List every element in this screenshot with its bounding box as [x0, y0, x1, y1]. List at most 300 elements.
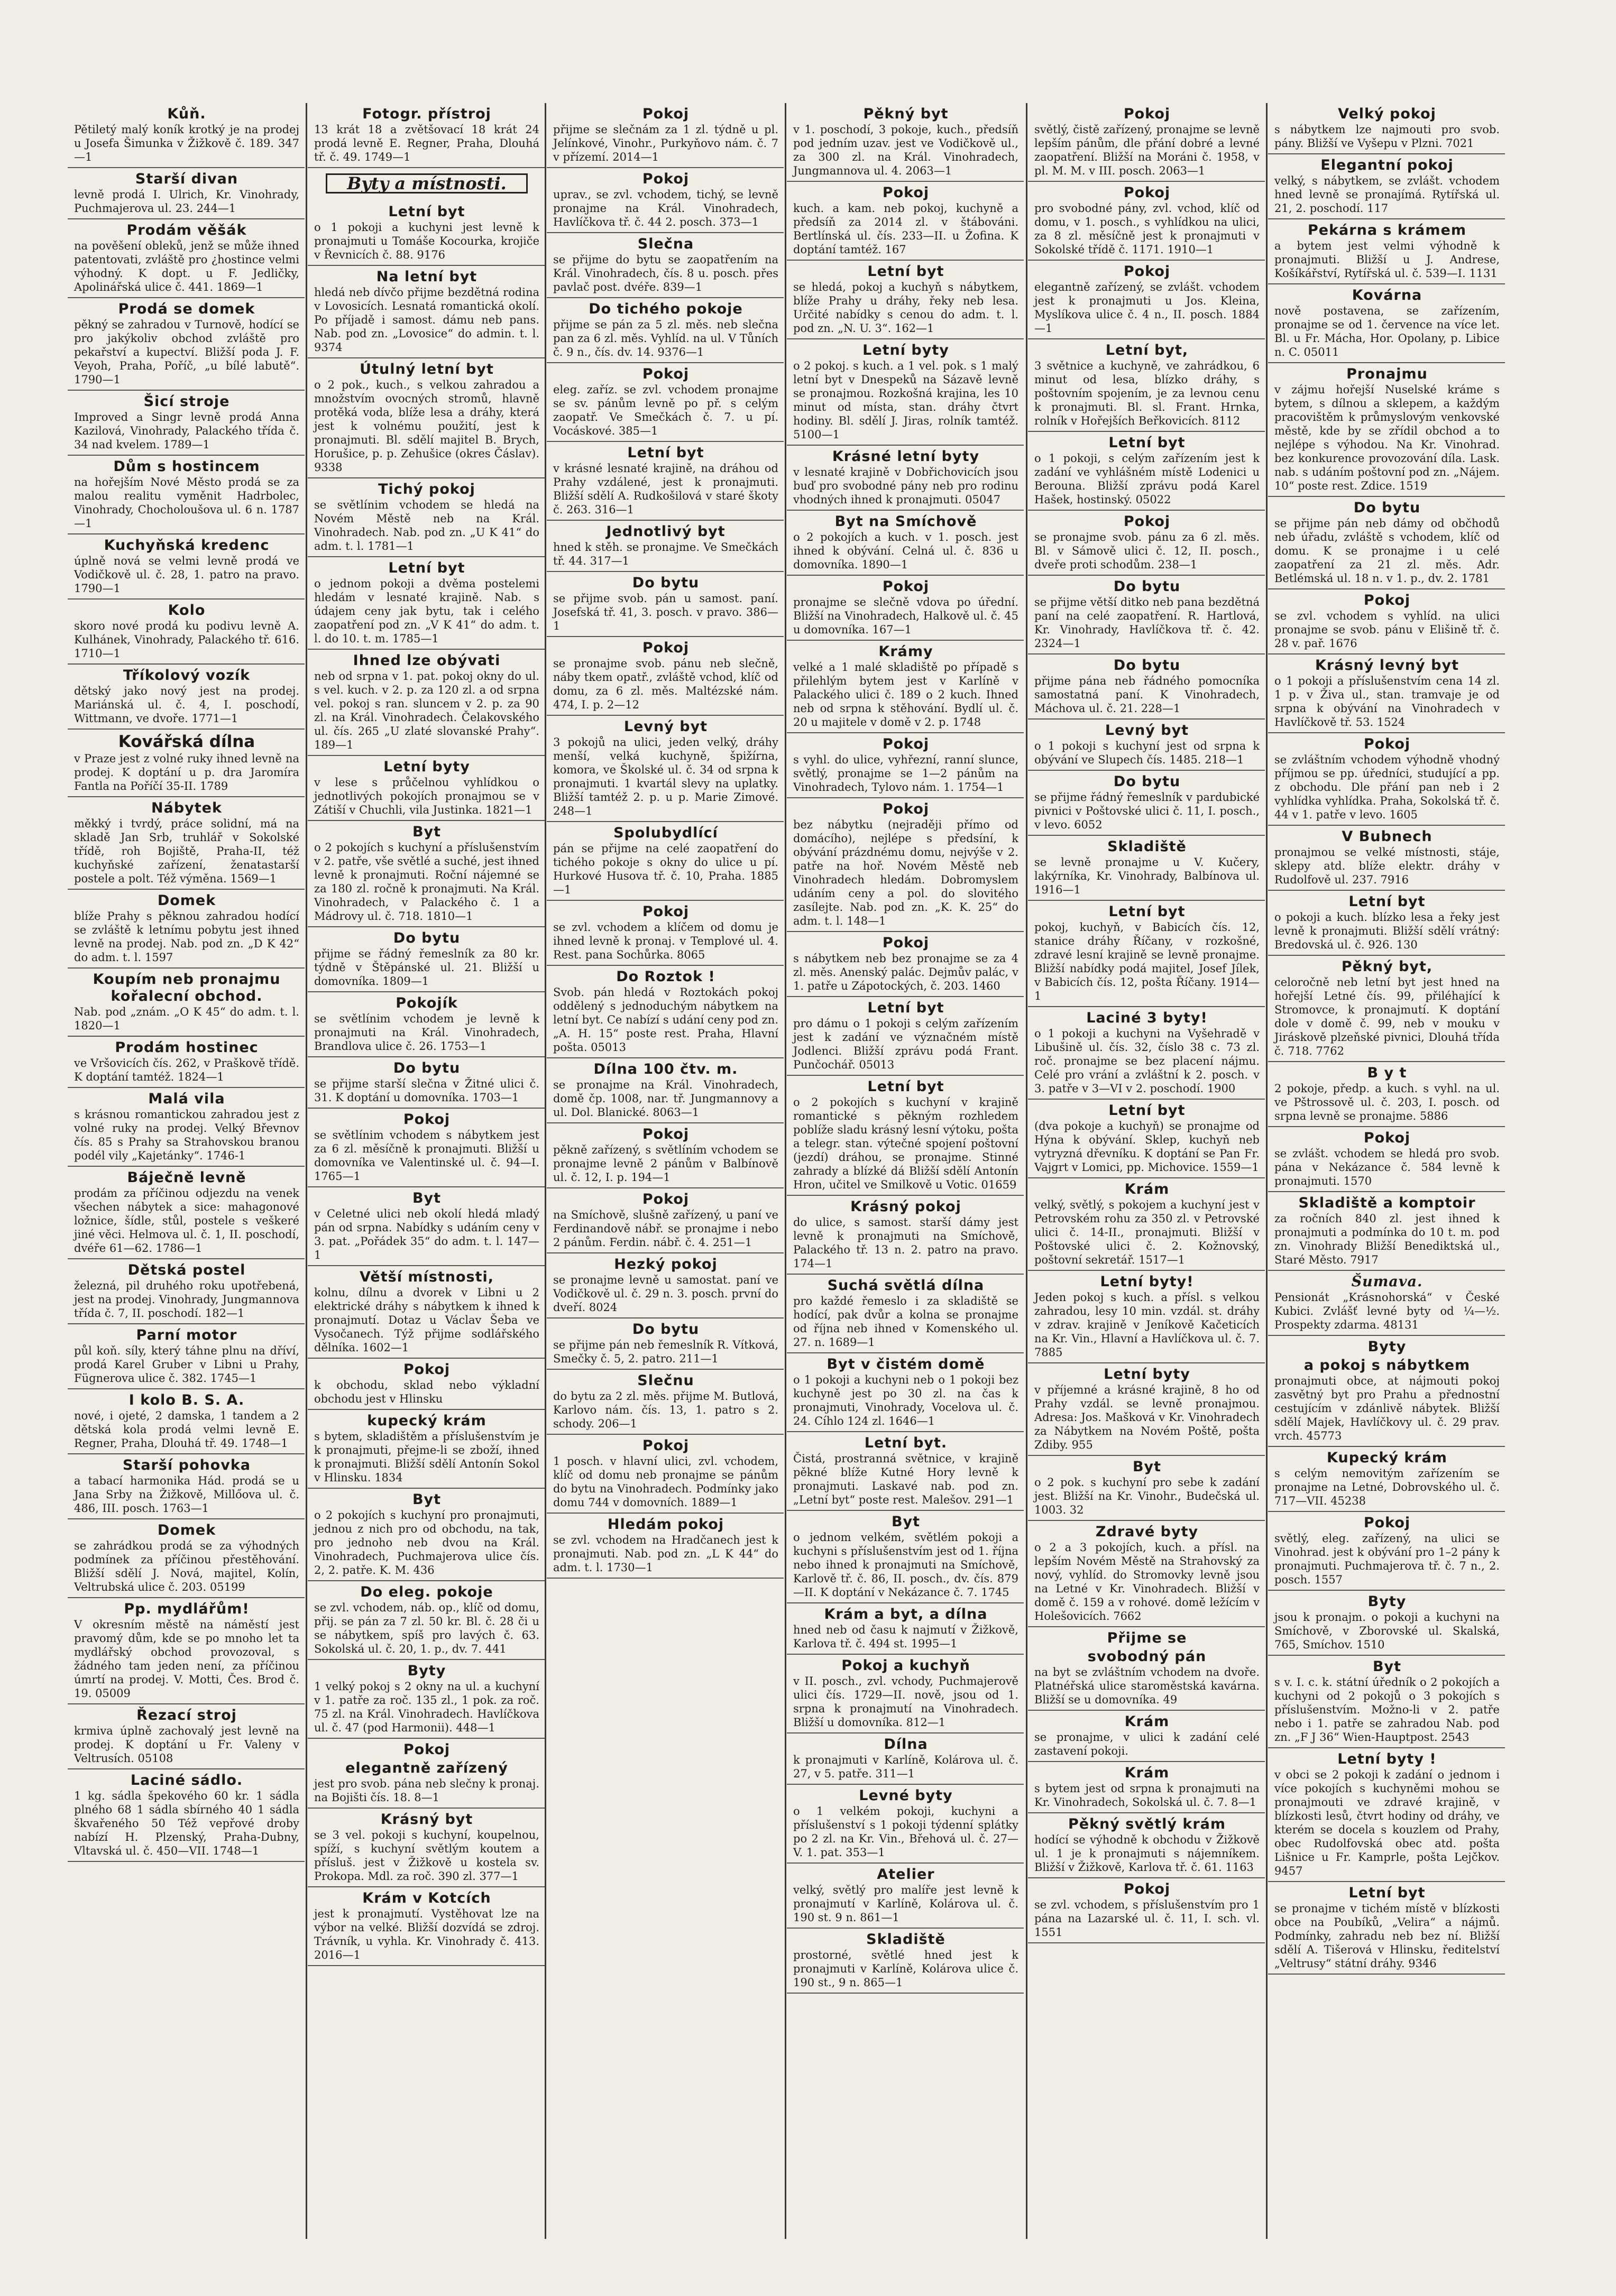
ad-column-5: [1028, 103, 1265, 2239]
ad-text: prodám za příčinou odjezdu na venek všechen nábytek a sice: mahagonové ložnice, šídle, stůl, postele s veškeré jiné věci. Helmova ul. č. 1, II. poschodí, dvéře 61—62. 1786—1: [74, 1187, 299, 1255]
ad-text: s bytem, skladištěm a příslušenstvím je k pronajmuti, přejme-li se zboží, ihned k pronajmuti. Bližší sdělí Antonín Sokol v Hlinsku. 1834: [314, 1430, 539, 1484]
column-rule: [306, 103, 307, 2239]
ad-text: 1 posch. v hlavní ulici, zvl. vchodem, klíč od domu neb pronajme se pánům do bytu na Vinohradech. Podmínky jako domu 744 v domovních. 1889—1: [553, 1455, 778, 1509]
classified-ad: [68, 665, 305, 730]
ad-text: se pronajme levně u samostat. paní ve Vodičkově ul. č. 29 n. 3. posch. první do dveří. 8024: [553, 1274, 778, 1314]
ad-text: Pětiletý malý koník krotký je na prodej u Josefa Šimunka v Žižkově č. 189. 347—1: [74, 123, 299, 163]
ad-heading: Letní byt: [867, 1078, 944, 1095]
ad-heading: Parní motor: [136, 1327, 237, 1343]
ad-text: do bytu za 2 zl. měs. přijme M. Butlová, Karlovo nám. čís. 13, 1. patro s 2. schody. 206—1: [553, 1390, 778, 1430]
classified-ad: [787, 1929, 1024, 1994]
ad-heading: Skladiště: [866, 1931, 945, 1948]
ad-text: jest k pronajmutí. Vystěhovat lze na výbor na velké. Bližší dozvídá se zdroj. Trávník, u vyhla. Kr. Vinohrady č. 413. 2016—1: [314, 1907, 539, 1961]
classified-ad: [68, 600, 305, 665]
ad-text: blíže Prahy s pěknou zahradou hodící se zvláště k letnímu pobytu jest ihned levně na prodej. Nab. pod zn. „D K 42“ do adm. t. l. 1597: [74, 910, 299, 964]
ad-text: v Celetné ulici neb okolí hledá mladý pán od srpna. Nabídky s udáním ceny v 3. pat. „Pořádek 35“ do adm. t. l. 147—1: [314, 1207, 539, 1261]
ad-text: nové, i ojeté, 2 damska, 1 tandem a 2 dětská kola prodá velmi levně E. Regner, Praha, Dlouhá tř. 49. 1748—1: [74, 1409, 299, 1450]
ad-heading: Letní byt: [867, 1000, 944, 1016]
ad-heading: Byt: [412, 1491, 442, 1508]
ad-text: s bytem jest od srpna k pronajmuti na Kr. Vinohradech, Sokolská ul. č. 7. 8—1: [1034, 1782, 1260, 1809]
ad-text: levně prodá I. Ulrich, Kr. Vinohrady, Puchmajerova ul. 23. 244—1: [74, 188, 299, 215]
ad-text: k obchodu, sklad nebo výkladní obchodu jest v Hlinsku: [314, 1379, 539, 1405]
ad-heading: Kupecký krám: [1327, 1450, 1447, 1466]
ad-heading: Byty: [1367, 1593, 1407, 1610]
ad-text: měkký i tvrdý, práce solidní, má na skladě Jan Srb, truhlář v Sokolské třídě, roh Bojiště, Praha-II, též kuchyňské zařízení, ženatastarší postele a polt. Též výměna. 1569—1: [74, 817, 299, 885]
ad-heading: Krásný byt: [380, 1811, 473, 1828]
ad-text: se hledá, pokoj a kuchyň s nábytkem, blíže Prahy u dráhy, řeky neb lesa. Určité nabídky s cenou do adm. t. l. pod zn. „N. U. 3“. 162—1: [793, 281, 1018, 335]
ad-heading: Pěkný byt,: [1341, 958, 1433, 975]
ad-text: o jednom velkém, světlém pokoji a kuchyni s příslušenstvím jest od 1. října nebo ihned k pronajmuti na Smíchově, Karlově tř. č. 86, II. posch., dv. čís. 879—II. K doptání v Nekázance č. 7. 1745: [793, 1531, 1018, 1599]
ad-text: o 2 pokoj. s kuch. a 1 vel. pok. s 1 malý letní byt v Dnespeků na Sázavě levně se pronajmou. Rozkošná krajina, les 10 minut od místa, stan. dráhy čtvrt hodiny. Bl. sdělí J. Jiras, rolník tamtéž. 5100—1: [793, 359, 1018, 441]
ad-heading: Šumava.: [1351, 1274, 1423, 1290]
classified-ad: [1268, 654, 1505, 733]
ad-text: se pronajme svob. pánu za 6 zl. měs. Bl. v Sámově ulici č. 12, II. posch., dveře proti schodům. 238—1: [1034, 531, 1260, 571]
classified-ad: [1028, 1100, 1265, 1178]
ad-heading: Laciné sádlo.: [130, 1772, 243, 1788]
ad-text: o 2 pokojích s kuchyní v krajině romantické s pěkným rozhledem poblíže sladu krásný lesní výtoku, pošta a telegr. stan. výtečné spojení poštovní (jezdí) dráhou, se pronajme. Stinné zahrady a blízké dá Bližší sdělí Antonín Hron, učitel ve Smilkově u Votic. 01659: [793, 1096, 1018, 1191]
ad-text: se zvl. vchodem, náb. op., klíč od domu, přij. se pán za 7 zl. 50 kr. Bl. č. 28 či u se nábytkem, spíš pro lavých č. 63. Sokolská ul. č. 20, 1. p., dv. 7. 441: [314, 1601, 539, 1655]
ad-subheading: a pokoj s nábytkem: [1303, 1357, 1471, 1373]
ad-heading: Pokoj: [642, 1126, 690, 1142]
ad-text: kuch. a kam. neb pokoj, kuchyně a předsíň za 2014 zl. v štábováni. Bertlínská ul. čís. 233—II. u Žofina. K doptání tamtéž. 167: [793, 202, 1018, 256]
ad-text: v Praze jest z volné ruky ihned levně na prodej. K doptání u p. dra Jaromíra Fantla na Poříčí 35-II. 1789: [74, 752, 299, 792]
ad-heading: Kolo: [168, 602, 206, 619]
ad-heading: Letní byt: [388, 560, 465, 576]
ad-heading: Do bytu: [1353, 500, 1421, 516]
ad-subheading: svobodný pán: [1087, 1648, 1207, 1665]
classified-ad: [308, 1581, 545, 1660]
ad-text: se levně pronajme u V. Kučery, lakýrníka, Kr. Vinohrady, Balbínova ul. 1916—1: [1034, 856, 1260, 896]
ad-text: půl koň. síly, který táhne plnu na dříví, prodá Karel Gruber v Libni u Prahy, Fügnerova ulice č. 382. 1745—1: [74, 1344, 299, 1385]
ad-heading: Letní byt: [1108, 435, 1186, 451]
classified-ad: [547, 168, 784, 233]
ad-heading: Dílna: [884, 1736, 928, 1753]
ad-heading: Pp. mydlářům!: [124, 1601, 250, 1617]
ad-heading: Pokoj: [882, 801, 930, 817]
ad-heading: Koupím neb pronajmu kořalecní obchod.: [93, 971, 281, 1004]
ad-text: nově postavena, se zařízením, pronajme se od 1. července na více let. Bl. u Fr. Mácha, Hor. Opolany, p. Libice n. C. 05011: [1274, 305, 1500, 358]
ad-text: skoro nové prodá ku podivu levně A. Kulhánek, Vinohrady, Palackého tř. 616. 1710—1: [74, 620, 299, 660]
classified-ad: [787, 339, 1024, 446]
ad-text: úplně nová se velmi levně prodá ve Vodičkově ul. č. 28, 1. patro na pravo. 1790—1: [74, 555, 299, 595]
ad-heading: Kuchyňská kredenc: [104, 537, 270, 554]
classified-ad: [68, 730, 305, 797]
ad-heading: Byty: [1367, 1339, 1407, 1355]
ad-text: hledá neb dívčo přijme bezdětná rodina v Lovosicích. Lesnatá romantická okolí. Po příjadě i samost. dámu neb pans. Nab. pod zn. „Lovosice“ do admin. t. l. 9374: [314, 286, 539, 354]
ad-heading: Krám a byt, a dílna: [824, 1606, 988, 1622]
ad-text: a tabací harmonika Hád. prodá se u Jana Srby na Žižkově, Millőova ul. č. 486, III. posch. 1763—1: [74, 1474, 299, 1515]
classified-ad: [1028, 1271, 1265, 1363]
ad-heading: Hezký pokoj: [614, 1256, 718, 1273]
classified-ad: [68, 103, 305, 168]
ad-heading: B y t: [1367, 1065, 1407, 1081]
ad-heading: I kolo B. S. A.: [128, 1392, 245, 1408]
ad-text: ve Vršovicích čís. 262, v Praškově třídě. K doptání tamtéž. 1824—1: [74, 1057, 299, 1083]
classified-ad: [787, 1864, 1024, 1929]
classified-ad: [1268, 219, 1505, 284]
ad-heading: Do tichého pokoje: [589, 301, 743, 317]
ad-heading: Kovářská dílna: [118, 732, 255, 751]
ad-text: na Smíchově, slušně zařízený, u paní ve Ferdinandově nábř. se pronajme i nebo 2 pánům. Ferdin. nábř. č. 4. 251—1: [553, 1209, 778, 1249]
ad-heading: Pokoj: [1123, 106, 1171, 122]
classified-ad: [308, 1739, 545, 1809]
classified-ad: [787, 1511, 1024, 1603]
ad-heading: Pokoj: [1123, 1881, 1171, 1897]
classified-ad: [547, 1188, 784, 1253]
ad-heading: Malá vila: [148, 1091, 225, 1107]
ad-text: v 1. poschodí, 3 pokoje, kuch., předsíň pod jedním uzav. jest ve Vodičkově ul., za 300 zl. na Král. Vinohradech, Jungmannova ul. 4. 2063—1: [793, 123, 1018, 177]
ad-heading: Krásný pokoj: [850, 1198, 961, 1215]
classified-ad: [787, 641, 1024, 733]
classified-ad: [1028, 1762, 1265, 1813]
classified-ad: [68, 298, 305, 391]
ad-heading: Letní byt: [388, 204, 465, 220]
ad-column-6: [1268, 103, 1505, 2239]
classified-ad: [68, 456, 305, 534]
ad-heading: Slečna: [637, 236, 694, 252]
ad-text: se 3 vel. pokoji s kuchyní, koupelnou, spíží, s kuchyní světlým koutem a přísluš. jest v Žižkově u kostela sv. Prokopa. Mdl. za roč. 390 zl. 377—1: [314, 1829, 539, 1883]
ad-heading: kupecký krám: [367, 1413, 486, 1429]
ad-text: přijme se pán za 5 zl. měs. neb slečna pan za 6 zl. měs. Vyhlíd. na ul. V Tůních č. 9 n., čís. dv. 14. 9376—1: [553, 318, 778, 358]
ad-text: se přijme svob. pán u samost. paní. Josefská tř. 41, 3. posch. v pravo. 386—1: [553, 592, 778, 632]
ad-text: železná, pil druhého roku upotřebená, jest na prodej. Vinohrady, Jungmannova třída č. 7, II. poschodí. 182—1: [74, 1279, 299, 1320]
ad-text: v příjemné a krásné krajině, 8 ho od Prahy vzdál. se levně pronajmou. Adresa: Jos. Mašková v Kr. Vinohradech za Nábytkem na Novém Poště, pošta Zdiby. 955: [1034, 1384, 1260, 1451]
ad-text: se zvl. vchodem, s příslušenstvím pro 1 pána na Lazarské ul. č. 11, I. sch. vl. 1551: [1034, 1898, 1260, 1939]
classified-ad: [1028, 720, 1265, 771]
section-heading: Byty a místnosti.: [326, 173, 528, 193]
classified-ad: [308, 1057, 545, 1109]
ad-heading: Do bytu: [1113, 657, 1181, 674]
ad-heading: Byt: [891, 1514, 921, 1530]
classified-ad: [787, 1076, 1024, 1196]
ad-text: s krásnou romantickou zahradou jest z volné ruky na prodej. Velký Břevnov čís. 85 s Prahy sa Strahovskou branou podél vily „Kajetánky“. 1746-1: [74, 1108, 299, 1162]
classified-ad: [787, 1353, 1024, 1432]
ad-heading: Krám v Kotcích: [362, 1890, 491, 1906]
ad-column-2: [308, 103, 545, 2239]
ad-text: o 2 a 3 pokojích, kuch. a přísl. na lepším Novém Městě na Strahovský za nový, vyhlíd. do Stromovky levně jsou na Letné v Kr. Vinohradech. Bližší v domě č. 159 a v rohové. domě ležícím v Holešovicích. 7662: [1034, 1541, 1260, 1622]
ad-text: 1 velký pokoj s 2 okny na ul. a kuchyní v 1. patře za roč. 135 zl., 1 pok. za roč. 75 zl. na Král. Vinohradech. Havlíčkova ul. č. 47 (pod Harmonii). 448—1: [314, 1680, 539, 1734]
ad-heading: Pokoj: [1363, 1130, 1411, 1146]
ad-text: se zvláštním vchodem výhodně vhodný příjmou se pp. úředníci, studující a pp. z obchodu. Dle přání pan neb i 2 vyhlídka vyhlídka. Praha, Sokolská tř. č. 44 v 1. patře v levo. 1605: [1274, 753, 1500, 821]
classified-ad: [1268, 1748, 1505, 1882]
ad-heading: Krámy: [878, 643, 933, 660]
classified-ad: [308, 557, 545, 650]
classified-ad: [1268, 1591, 1505, 1656]
ad-heading: Pokoj: [642, 171, 690, 187]
ad-text: s v. I. c. k. státní úředník o 2 pokojích a kuchyni od 2 pokojů o 3 pokojích s příslušenstvím. Možno-li v 2. patře nebo i 1. patře se zahradou Nab. pod zn. „F J 36“ Wien-Hauptpost. 2543: [1274, 1676, 1500, 1744]
classified-ad: [68, 1704, 305, 1769]
ad-heading: Prodám věšák: [126, 222, 247, 238]
ad-heading: Skladiště: [1107, 838, 1187, 855]
ad-text: hned neb od času k najmutí v Žižkově, Karlova tř. č. 494 st. 1995—1: [793, 1624, 1018, 1650]
classified-ad: [1028, 1878, 1265, 1943]
ad-text: se zvl. vchodem s vyhlíd. na ulici pronajme se svob. pánu v Elišině tř. č. 28 v. pař. 1676: [1274, 610, 1500, 650]
ad-heading: Útulný letní byt: [360, 361, 494, 377]
ad-heading: Pokoj: [1123, 185, 1171, 201]
classified-ad: [787, 511, 1024, 576]
classified-ad: [1268, 733, 1505, 826]
ad-heading: Krásný levný byt: [1315, 657, 1459, 674]
classified-ad: [68, 1389, 305, 1454]
classified-ad: [308, 201, 545, 266]
ad-text: 13 krát 18 a zvětšovací 18 krát 24 prodá levně E. Regner, Praha, Dlouhá tř. č. 49. 1749—1: [314, 123, 539, 163]
ad-heading: Řezací stroj: [136, 1707, 237, 1723]
classified-ad: [1268, 1656, 1505, 1748]
ad-heading: Ihned lze obývati: [353, 652, 501, 669]
ad-heading: Pokoj: [403, 1361, 451, 1378]
ad-heading: Letní byt: [1108, 1102, 1186, 1119]
ad-text: prostorné, světlé hned jest k pronajmuti v Karlíně, Kolárova ulice č. 190 st., 9 n. 865—1: [793, 1949, 1018, 1989]
ad-text: o 1 pokoji, s celým zařízením jest k zadání ve vyhlášném místě Lodenici u Berouna. Bližší zprávu podá Karel Hašek, hostinský. 05022: [1034, 452, 1260, 506]
ad-text: přijme pána neb řádného pomocníka samostatná paní. K Vinohradech, Máchova ul. č. 21. 228—1: [1034, 675, 1260, 715]
classified-ad: [1268, 1192, 1505, 1271]
ad-heading: Letní byty !: [1337, 1751, 1437, 1767]
classified-ad: [308, 168, 545, 201]
ad-text: neb od srpna v 1. pat. pokoj okny do ul. s vel. kuch. v 2. p. za 120 zl. a od srpna vel. pokoj s ran. sluncem v 2. p. za 90 zl. na Král. Vinohradech. Čelakovského ul. čís. 265 „U zlaté slovanské Prahy“. 189—1: [314, 670, 539, 751]
ad-text: pro každé řemeslo i za skladiště se hodící, pak dvůr a kolna se pronajme od října neb ihned v Komenského ul. 27. n. 1689—1: [793, 1295, 1018, 1349]
classified-ad: [787, 1275, 1024, 1353]
classified-ad: [1028, 901, 1265, 1007]
classified-ad: [68, 1769, 305, 1862]
classified-ad: [1028, 1007, 1265, 1100]
classified-ad: [547, 572, 784, 637]
ad-text: přijme se slečnám za 1 zl. týdně u pl. Jelínkové, Vinohr., Purkyňovo nám. č. 7 v přízemí. 2014—1: [553, 123, 778, 163]
ad-text: se přijme pán neb dámy od občhodů neb úřadu, zvláště s vchodem, klíč od domu. K se pronajme i u celé zaopatření za 21 zl. měs. Adr. Betlémská ul. 18 n. v 1. p., dv. 2. 1781: [1274, 517, 1500, 585]
ad-heading: Levný byt: [623, 718, 708, 735]
ad-text: pokoj, kuchyň, v Babicích čís. 12, stanice dráhy Říčany, v rozkošné, zdravé lesní krajině se levně pronajme. Bližší nabídky podá majitel, Josef Jílek, v Babicích čís. 12, pošta Říčany. 1914—1: [1034, 921, 1260, 1002]
ad-text: Čistá, prostranná světnice, v krajině pěkné blíže Kutné Hory levně k pronajmuti. Laskavé nab. pod zn. „Letní byt“ poste rest. Malešov. 291—1: [793, 1452, 1018, 1506]
classified-ad: [547, 966, 784, 1058]
column-rule: [545, 103, 546, 2239]
ad-heading: Atelier: [877, 1866, 935, 1883]
ad-text: hned k stěh. se pronajme. Ve Smečkách tř. 44. 317—1: [553, 541, 778, 567]
ad-text: se světlínim vchodem s nábytkem jest za 6 zl. měsíčně k pronajmuti. Bližší u domovníka ve Valentinské ul. č. 94—I. 1765—1: [314, 1129, 539, 1183]
ad-text: v lesnaté krajině v Dobřichovicích jsou buď pro svobodné pány neb pro rodinu vhodných ihned k pronajmuti. 05047: [793, 466, 1018, 506]
classified-ad: [787, 261, 1024, 339]
classified-ad: [308, 266, 545, 358]
ad-heading: Krásné letní byty: [832, 448, 980, 465]
ad-heading: Pokoj: [1123, 263, 1171, 280]
ad-column-1: [68, 103, 305, 2239]
ad-text: pro dámu o 1 pokoji s celým zařízením jest k zadání ve význačném místě Jodlenci. Bližší zprávu podá Frant. Punčochář. 05013: [793, 1017, 1018, 1071]
classified-ad: [308, 1809, 545, 1887]
classified-ad: [787, 1733, 1024, 1785]
classified-ad: [1268, 1271, 1505, 1336]
ad-text: se světlínim vchodem se hledá na Novém Městě neb na Král. Vinohradech. Nab. pod zn. „U K 41“ do adm. t. l. 1781—1: [314, 499, 539, 552]
ad-heading: Dětská postel: [127, 1262, 246, 1278]
classified-ad: [68, 1088, 305, 1167]
classified-ad: [1028, 1178, 1265, 1271]
ad-heading: Do bytu: [632, 1321, 700, 1338]
classified-ad: [68, 1259, 305, 1324]
ad-text: kolnu, dílnu a dvorek v Libni u 2 elektrické dráhy s nábytkem k ihned k pronajmutí. Dotaz u Václav Šeba ve Vysočanech. Týž přijme sodlářského dělníka. 1602—1: [314, 1286, 539, 1354]
classified-ad: [308, 478, 545, 557]
classified-ad: [308, 1266, 545, 1359]
classified-ad: [787, 1432, 1024, 1511]
classified-ad: [68, 1519, 305, 1598]
classified-ad: [1268, 1512, 1505, 1591]
ad-heading: Pokoj: [882, 736, 930, 752]
ad-text: s vyhl. do ulice, vyhřezní, ranní slunce, světlý, pronajme se 1—2 pánům na Vinohradech, Tylovo nám. 1. 1754—1: [793, 753, 1018, 794]
classified-ad: [1028, 339, 1265, 432]
ad-heading: Letní byty: [1104, 1366, 1190, 1382]
ad-heading: Domek: [157, 892, 216, 909]
ad-text: se zahrádkou prodá se za výhodných podmínek za příčinou přestěhování. Bližší sdělí J. Nová, majitel, Kolín, Veltrubská ulice č. 203. 05199: [74, 1539, 299, 1593]
ad-heading: Slečnu: [637, 1372, 694, 1389]
classified-ad: [1028, 836, 1265, 901]
ad-heading: Pokoj a kuchyň: [841, 1657, 970, 1674]
classified-ad: [547, 521, 784, 572]
ad-text: o 2 pokojích s kuchyní pro pronajmuti, jednou z nich pro od obchodu, na tak, pro jednoho neb dvou na Král. Vinohradech, Puchmajerova ulice čís. 2, 2. patře. K. M. 436: [314, 1509, 539, 1576]
ad-heading: Pronajmu: [1346, 366, 1428, 382]
ad-text: se přijme pán neb řemeslník R. Vítková, Smečky č. 5, 2. patro. 211—1: [553, 1339, 778, 1365]
ad-heading: Přijme se: [1107, 1630, 1187, 1646]
classified-ad: [547, 1123, 784, 1188]
ad-heading: Pěkný světlý krám: [1068, 1816, 1226, 1832]
classified-ad: [547, 716, 784, 822]
ad-text: eleg. zaříz. se zvl. vchodem pronajme se sv. pánům levně po př. s celým zaopatř. Ve Smečkách č. 7. u pí. Vocáskové. 385—1: [553, 383, 778, 437]
ad-text: pěkně zařízený, s světlíním vchodem se pronajme levně 2 pánům v Balbínově ul. č. 12, I. p. 194—1: [553, 1144, 778, 1184]
ad-text: pronajme se slečně vdova po úřední. Bližší na Vinohradech, Halkově ul. č. 45 u domovníka. 167—1: [793, 596, 1018, 636]
ad-text: velké a 1 malé skladiště po případě s přilehlým bytem jest v Karlíně v Palackého ulici č. 189 o 2 kuch. Ihned neb od srpna k stěhování. Bydlí ul. č. 20 u majitele v domě v 2. p. 1748: [793, 661, 1018, 729]
bleed-through-header: [48, 51, 1571, 93]
ad-text: se zvl. vchodem na Hradčanech jest k pronajmuti. Nab. pod zn. „L K 44“ do adm. t. l. 1730—1: [553, 1534, 778, 1574]
classified-ad: [1268, 1882, 1505, 1975]
classified-ad: [308, 821, 545, 927]
classified-ad: [1268, 891, 1505, 956]
ad-heading: Byt na Smíchově: [834, 513, 977, 530]
classified-ad: [308, 1109, 545, 1187]
classified-ad: [1268, 589, 1505, 654]
ad-text: o 2 pok., kuch., s velkou zahradou a množstvím ovocných stromů, hlavně protěká voda, blíže lesa a dráhy, která jest k volnému použití, jest k pronajmuti. Bl. sdělí majitel B. Brych, Horušice, p. p. Zehušice (okres Čáslav). 9338: [314, 379, 539, 474]
classified-ad: [1268, 284, 1505, 363]
ad-heading: Na letní byt: [376, 269, 478, 285]
ad-text: za ročních 840 zl. jest ihned k pronajmuti a podmínka do 10 t. m. pod zn. Vinohrady Bližší Benediktská ul., Staré Město. 7917: [1274, 1212, 1500, 1266]
ad-heading: Krám: [1124, 1713, 1170, 1730]
classified-ad: [547, 363, 784, 442]
ad-text: se přijme řádný řemeslník v pardubické pivnici v Poštovské ulici č. 11, I. posch., v levo. 6052: [1034, 791, 1260, 831]
ad-heading: Letní byty: [383, 759, 470, 775]
ad-heading: Zdravé byty: [1095, 1524, 1199, 1540]
ad-heading: Báječně levně: [127, 1169, 246, 1186]
classified-ad: [787, 1603, 1024, 1655]
ad-text: se zvl. vchodem a klíčem od domu je ihned levně k pronaj. v Templové ul. 4. Rest. pana Sochůrka. 8065: [553, 921, 778, 961]
ad-text: o jednom pokoji a dvěma postelemi hledám v lesnaté krajině. Nab. s údajem ceny jak bytu, tak i celého zaopatření pod zn. „V K 41“ do adm. t. l. do 10. t. m. 1785—1: [314, 577, 539, 645]
ad-heading: Pekárna s krámem: [1308, 222, 1466, 238]
ad-heading: Letní byt,: [1105, 342, 1189, 358]
ad-heading: Pokoj: [642, 640, 690, 656]
classified-ad: [308, 1887, 545, 1966]
column-rule: [785, 103, 786, 2239]
ad-heading: Letní byt: [1348, 1885, 1426, 1901]
ad-heading: Fotogr. přístroj: [362, 106, 491, 122]
ad-text: se pronajme na Král. Vinohradech, domě čp. 1008, nar. tř. Jungmannovy a ul. Dol. Blanické. 8063—1: [553, 1078, 778, 1119]
classified-ad: [1268, 363, 1505, 497]
ad-text: uprav., se zvl. vchodem, tichý, se levně pronajme na Král. Vinohradech, Havlíčkova tř. č. 44 2. posch. 373—1: [553, 188, 778, 228]
classified-ad: [547, 233, 784, 298]
ad-text: V okresním městě na náměstí jest pravomý dům, kde se po mnoho let ta mydlářský obchod provozoval, s žádného tam jeden není, za příčinou úmrtí na prodej. V. Motti, Čes. Brod č. 19. 05009: [74, 1618, 299, 1700]
classified-ad: [68, 1167, 305, 1259]
ad-heading: Pokoj: [642, 106, 690, 122]
ad-text: pro svobodné pány, zvl. vchod, klíč od domu, v 1. posch., s vyhlídkou na ulici, za 8 zl. měsíčně jest k pronajmuti v Sokolské třídě č. 1171. 1910—1: [1034, 202, 1260, 256]
ad-heading: Hledám pokoj: [607, 1516, 724, 1533]
ad-heading: Letní byty!: [1100, 1274, 1194, 1290]
ad-heading: Levné byty: [859, 1787, 953, 1804]
classified-ad: [1028, 1456, 1265, 1521]
classified-ad: [1028, 1363, 1265, 1456]
ad-text: se přijme do bytu se zaopatřením na Král. Vinohradech, čís. 8 u. posch. přes pavlač post. dvéře. 839—1: [553, 253, 778, 293]
ad-text: Svob. pán hledá v Roztokách pokoj oddělený s jednoduchým nábytkem na letní byt. Ce nabízí s udání ceny pod zn. „A. H. 15“ poste rest. Praha, Hlavní pošta. 05013: [553, 986, 778, 1054]
ad-heading: Prodám hostinec: [115, 1039, 259, 1056]
classified-ad: [1028, 511, 1265, 576]
classified-ad: [547, 1318, 784, 1370]
classified-ad: [308, 1660, 545, 1739]
ad-heading: Byt: [412, 1190, 442, 1206]
ad-text: v krásné lesnaté krajině, na dráhou od Prahy vzdálené, jest k pronajmuti. Bližší sdělí A. Rudkošilová v staré škoty č. 263. 316—1: [553, 462, 778, 516]
ad-heading: Krám: [1124, 1765, 1170, 1781]
classified-ad: [787, 576, 1024, 641]
classified-ad: [308, 650, 545, 756]
ad-text: celoročně neb letní byt jest hned na hořejší Letné čís. 99, přiléhající k Stromovce, k pronajmutí. K doptání dole v domě č. 99, neb v mouku v Jiráskově plzeňské pivnici, Dlouhá třída č. 718. 7762: [1274, 976, 1500, 1057]
ad-heading: Pokoj: [882, 935, 930, 951]
ad-heading: Dílna 100 čtv. m.: [593, 1061, 738, 1077]
classified-ad: [1028, 1711, 1265, 1762]
ad-text: o 1 pokoji a kuchyni neb o 1 pokoji bez kuchyně jest po 30 zl. na čas k pronajmuti, Vinohrady, Vocelova ul. č. 24. Cíhlo 124 zl. 1646—1: [793, 1373, 1018, 1427]
ad-heading: Pokoj: [1363, 1515, 1411, 1531]
ad-text: se světlínim vchodem je levně k pronajmuti na Král. Vinohradech, Brandlova ulice č. 26. 1753—1: [314, 1012, 539, 1053]
classified-ad: [1028, 182, 1265, 261]
ad-heading: Byty: [407, 1663, 446, 1679]
ad-heading: Větší místnosti,: [360, 1269, 494, 1285]
ad-heading: Jednotlivý byt: [606, 523, 726, 540]
classified-ad: [68, 890, 305, 969]
classified-ad: [547, 822, 784, 901]
ad-text: jest pro svob. pána neb slečny k pronaj. na Bojišti čís. 18. 8—1: [314, 1777, 539, 1804]
ad-heading: Byt v čistém domě: [827, 1356, 985, 1372]
classified-ad: [308, 992, 545, 1057]
ad-heading: Kovárna: [1352, 287, 1422, 303]
ad-heading: Letní byt: [1348, 893, 1426, 910]
ad-text: se pronajme svob. pánu neb slečně, náby tkem opatř., zvláště vchod, klíč od domu, za 6 zl. měs. Maltézské nám. 474, I. p. 2—12: [553, 657, 778, 711]
ad-heading: Pokoj: [882, 578, 930, 595]
classified-ad: [308, 927, 545, 992]
ad-heading: Pokoj: [642, 903, 690, 920]
ad-text: se zvlášt. vchodem se hledá pro svob. pána v Nekázance č. 584 levně k pronajmuti. 1570: [1274, 1147, 1500, 1187]
classified-ad: [1268, 1127, 1505, 1192]
ad-text: Nab. pod „znám. „O K 45“ do adm. t. l. 1820—1: [74, 1006, 299, 1032]
ad-text: (dva pokoje a kuchyň) se pronajme od Hýna k obývání. Sklep, kuchyň neb vytryzná dřevníku. K doptání se Pan Fr. Vajgrt v Lomici, pp. Michovice. 1559—1: [1034, 1120, 1260, 1174]
ad-text: jsou k pronajm. o pokoji a kuchyni na Smíchově, v Zborovské ul. Skalská, 765, Smíchov. 1510: [1274, 1611, 1500, 1651]
ad-column-3: [547, 103, 784, 2239]
ad-heading: Krám: [1124, 1181, 1170, 1197]
ad-heading: Do bytu: [1113, 578, 1181, 595]
classified-ad: [547, 298, 784, 363]
classified-ad: [1268, 1447, 1505, 1512]
ad-heading: Suchá světlá dílna: [827, 1277, 985, 1294]
classified-ad: [1268, 1336, 1505, 1447]
classified-ad: [308, 1187, 545, 1266]
classified-ad: [1028, 1813, 1265, 1878]
classified-ad: [1028, 103, 1265, 182]
ad-text: na hořejším Nové Město prodá se za malou realitu vyměnit Hadrbolec, Vinohrady, Chocholoušova ul. 6 n. 1787—1: [74, 476, 299, 530]
classified-ad: [68, 534, 305, 600]
classified-ad: [1268, 154, 1505, 219]
classified-ad: [1268, 826, 1505, 891]
classified-ad: [68, 797, 305, 890]
ad-heading: Kůň.: [167, 106, 206, 122]
ad-heading: Šicí stroje: [143, 393, 230, 410]
ad-heading: Letní byty: [862, 342, 949, 358]
